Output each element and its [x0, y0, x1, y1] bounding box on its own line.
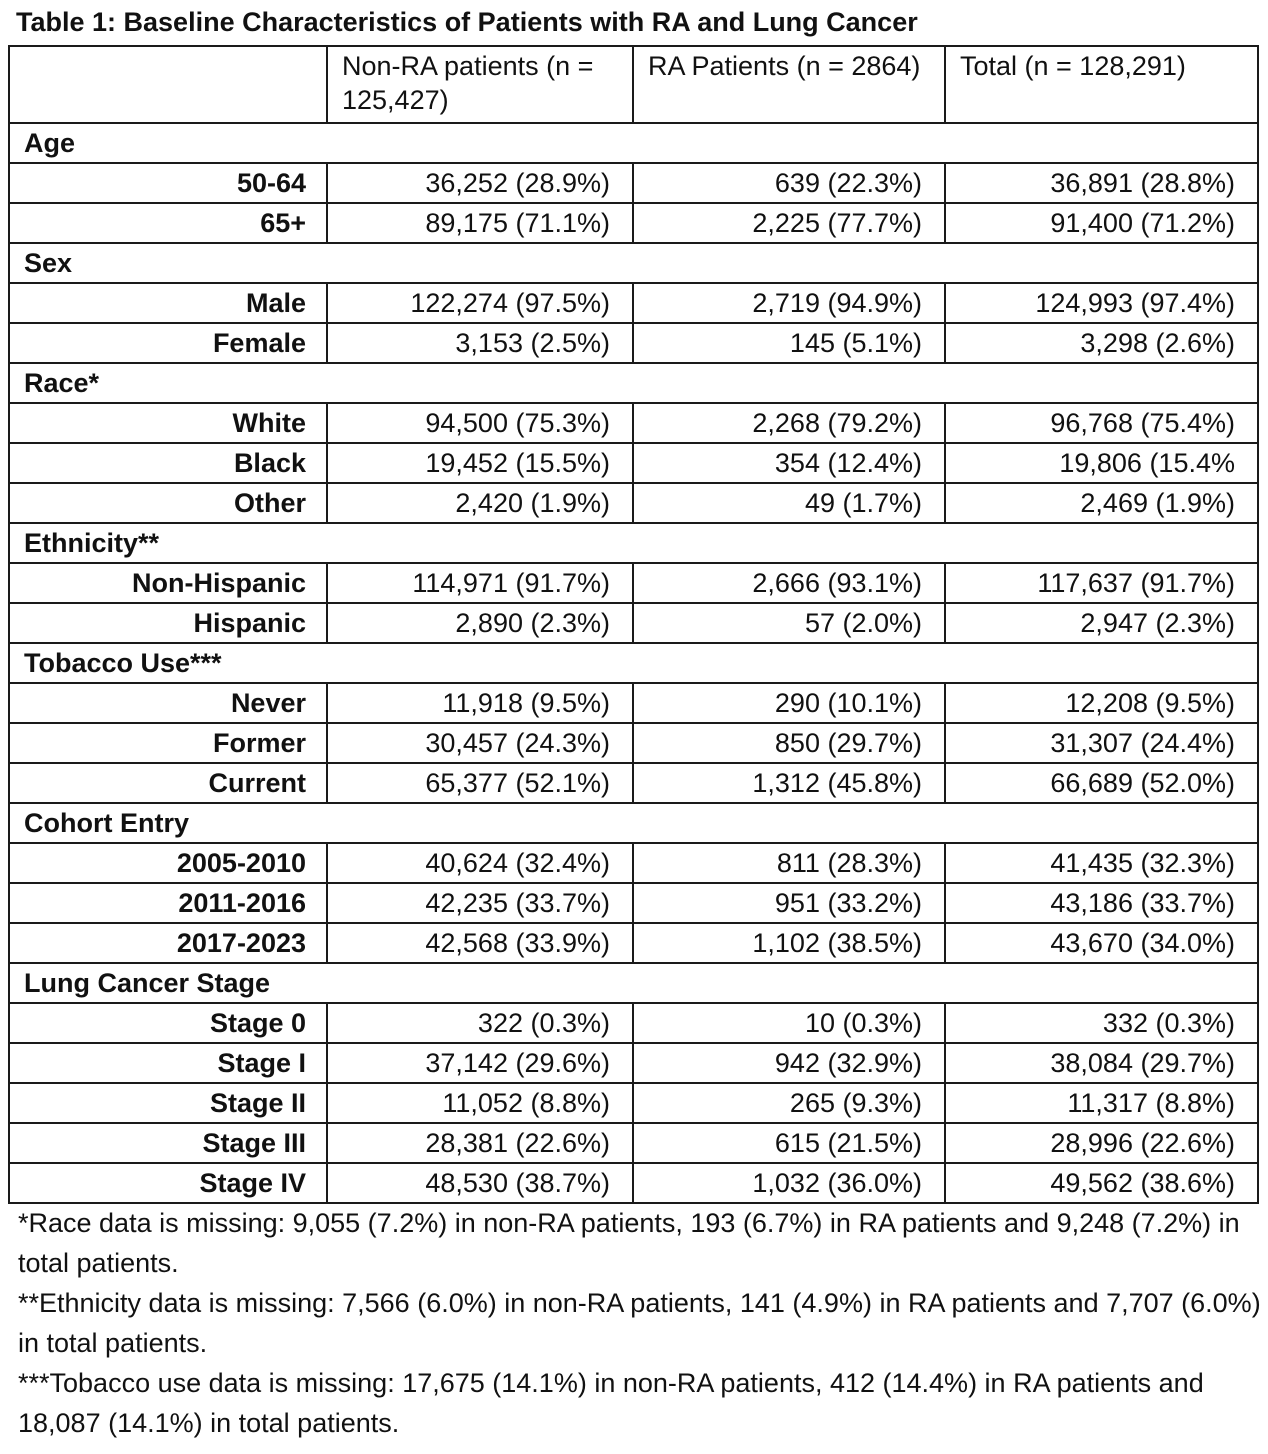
total-value: 3,298 (2.6%): [945, 323, 1258, 363]
row-label: Stage IV: [9, 1163, 327, 1203]
row-label: Male: [9, 283, 327, 323]
table-row: [9, 763, 1258, 803]
non-ra-value: 28,381 (22.6%): [327, 1123, 633, 1163]
row-label: 65+: [9, 203, 327, 243]
table-row: [9, 883, 1258, 923]
table-row: [9, 843, 1258, 883]
row-label: Former: [9, 723, 327, 763]
ra-value: 850 (29.7%): [633, 723, 945, 763]
section-label: Lung Cancer Stage: [9, 963, 1258, 1003]
table-body: [9, 46, 1258, 1203]
row-label: 50-64: [9, 163, 327, 203]
table-row: [9, 1123, 1258, 1163]
row-label: Other: [9, 483, 327, 523]
table-row: [9, 403, 1258, 443]
total-value: 19,806 (15.4%: [945, 443, 1258, 483]
footnote-race: *Race data is missing: 9,055 (7.2%) in non-RA patients, 193 (6.7%) in RA patients and 9,248 (7.2%) in total patients.: [18, 1208, 1240, 1278]
row-label: Black: [9, 443, 327, 483]
row-label: Current: [9, 763, 327, 803]
header-blank-cell: [9, 46, 327, 123]
ra-value: 615 (21.5%): [633, 1123, 945, 1163]
total-value: 2,947 (2.3%): [945, 603, 1258, 643]
header-ra: RA Patients (n = 2864): [633, 46, 945, 123]
non-ra-value: 89,175 (71.1%): [327, 203, 633, 243]
table-row: [9, 1083, 1258, 1123]
ra-value: 354 (12.4%): [633, 443, 945, 483]
total-value: 28,996 (22.6%): [945, 1123, 1258, 1163]
footnote-tobacco: ***Tobacco use data is missing: 17,675 (14.1%) in non-RA patients, 412 (14.4%) in RA patients and 18,087 (14.1%) in total patients.: [18, 1368, 1204, 1438]
row-label: Non-Hispanic: [9, 563, 327, 603]
ra-value: 290 (10.1%): [633, 683, 945, 723]
row-label: 2011-2016: [9, 883, 327, 923]
non-ra-value: 114,971 (91.7%): [327, 563, 633, 603]
non-ra-value: 40,624 (32.4%): [327, 843, 633, 883]
table-row: [9, 203, 1258, 243]
total-value: 38,084 (29.7%): [945, 1043, 1258, 1083]
total-value: 12,208 (9.5%): [945, 683, 1258, 723]
non-ra-value: 2,420 (1.9%): [327, 483, 633, 523]
row-label: Hispanic: [9, 603, 327, 643]
non-ra-value: 37,142 (29.6%): [327, 1043, 633, 1083]
ra-value: 2,225 (77.7%): [633, 203, 945, 243]
table-row: [9, 1163, 1258, 1203]
row-label: Stage I: [9, 1043, 327, 1083]
table-row: [9, 1043, 1258, 1083]
ra-value: 145 (5.1%): [633, 323, 945, 363]
total-value: 332 (0.3%): [945, 1003, 1258, 1043]
table-title: Table 1: Baseline Characteristics of Patients with RA and Lung Cancer: [16, 7, 918, 37]
ra-value: 49 (1.7%): [633, 483, 945, 523]
section-label: Sex: [9, 243, 1258, 283]
non-ra-value: 122,274 (97.5%): [327, 283, 633, 323]
ra-value: 811 (28.3%): [633, 843, 945, 883]
table-row: [9, 483, 1258, 523]
non-ra-value: 11,052 (8.8%): [327, 1083, 633, 1123]
total-value: 43,186 (33.7%): [945, 883, 1258, 923]
table-row: [9, 323, 1258, 363]
footnotes: [18, 1203, 1266, 1443]
section-row: [9, 123, 1258, 163]
non-ra-value: 42,235 (33.7%): [327, 883, 633, 923]
row-label: 2005-2010: [9, 843, 327, 883]
ra-value: 2,268 (79.2%): [633, 403, 945, 443]
section-label: Age: [9, 123, 1258, 163]
table-row: [9, 683, 1258, 723]
table-row: [9, 603, 1258, 643]
total-value: 91,400 (71.2%): [945, 203, 1258, 243]
non-ra-value: 94,500 (75.3%): [327, 403, 633, 443]
non-ra-value: 3,153 (2.5%): [327, 323, 633, 363]
table-row: [9, 563, 1258, 603]
ra-value: 951 (33.2%): [633, 883, 945, 923]
ra-value: 942 (32.9%): [633, 1043, 945, 1083]
baseline-characteristics-table: [8, 45, 1259, 1204]
ra-value: 57 (2.0%): [633, 603, 945, 643]
table-row: [9, 1003, 1258, 1043]
row-label: White: [9, 403, 327, 443]
total-value: 11,317 (8.8%): [945, 1083, 1258, 1123]
section-row: [9, 523, 1258, 563]
row-label: 2017-2023: [9, 923, 327, 963]
ra-value: 2,666 (93.1%): [633, 563, 945, 603]
total-value: 2,469 (1.9%): [945, 483, 1258, 523]
header-total: Total (n = 128,291): [945, 46, 1258, 123]
section-row: [9, 963, 1258, 1003]
ra-value: 639 (22.3%): [633, 163, 945, 203]
section-label: Tobacco Use***: [9, 643, 1258, 683]
section-label: Race*: [9, 363, 1258, 403]
total-value: 41,435 (32.3%): [945, 843, 1258, 883]
ra-value: 10 (0.3%): [633, 1003, 945, 1043]
table-row: [9, 723, 1258, 763]
row-label: Stage 0: [9, 1003, 327, 1043]
total-value: 49,562 (38.6%): [945, 1163, 1258, 1203]
non-ra-value: 322 (0.3%): [327, 1003, 633, 1043]
non-ra-value: 30,457 (24.3%): [327, 723, 633, 763]
table-row: [9, 163, 1258, 203]
table-row: [9, 283, 1258, 323]
non-ra-value: 42,568 (33.9%): [327, 923, 633, 963]
section-row: [9, 643, 1258, 683]
non-ra-value: 48,530 (38.7%): [327, 1163, 633, 1203]
header-non-ra: Non-RA patients (n = 125,427): [327, 46, 633, 123]
section-label: Ethnicity**: [9, 523, 1258, 563]
non-ra-value: 2,890 (2.3%): [327, 603, 633, 643]
section-row: [9, 363, 1258, 403]
row-label: Stage II: [9, 1083, 327, 1123]
footnote-ethnicity: **Ethnicity data is missing: 7,566 (6.0%) in non-RA patients, 141 (4.9%) in RA patients and 7,707 (6.0%) in total patients.: [18, 1288, 1261, 1358]
total-value: 43,670 (34.0%): [945, 923, 1258, 963]
row-label: Never: [9, 683, 327, 723]
total-value: 36,891 (28.8%): [945, 163, 1258, 203]
row-label: Female: [9, 323, 327, 363]
table-row: [9, 443, 1258, 483]
section-label: Cohort Entry: [9, 803, 1258, 843]
ra-value: 1,032 (36.0%): [633, 1163, 945, 1203]
total-value: 31,307 (24.4%): [945, 723, 1258, 763]
ra-value: 265 (9.3%): [633, 1083, 945, 1123]
section-row: [9, 803, 1258, 843]
ra-value: 1,312 (45.8%): [633, 763, 945, 803]
ra-value: 1,102 (38.5%): [633, 923, 945, 963]
non-ra-value: 36,252 (28.9%): [327, 163, 633, 203]
header-row: [9, 46, 1258, 123]
non-ra-value: 19,452 (15.5%): [327, 443, 633, 483]
row-label: Stage III: [9, 1123, 327, 1163]
total-value: 124,993 (97.4%): [945, 283, 1258, 323]
total-value: 117,637 (91.7%): [945, 563, 1258, 603]
non-ra-value: 11,918 (9.5%): [327, 683, 633, 723]
non-ra-value: 65,377 (52.1%): [327, 763, 633, 803]
ra-value: 2,719 (94.9%): [633, 283, 945, 323]
total-value: 66,689 (52.0%): [945, 763, 1258, 803]
table-row: [9, 923, 1258, 963]
section-row: [9, 243, 1258, 283]
total-value: 96,768 (75.4%): [945, 403, 1258, 443]
